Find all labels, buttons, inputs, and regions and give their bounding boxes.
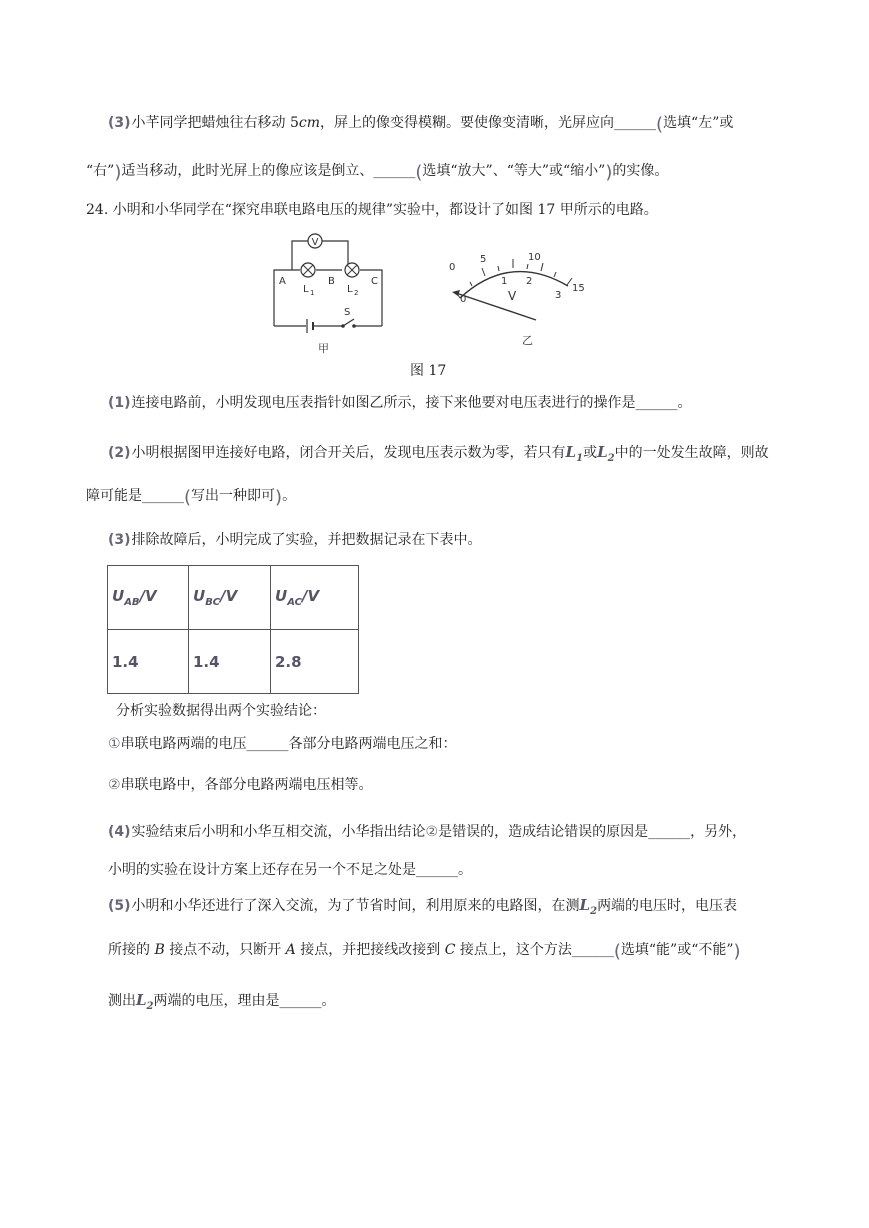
question-number: (1) — [108, 395, 131, 411]
table-header-row — [108, 566, 359, 630]
svg-text:0: 0 — [460, 294, 467, 305]
table-cell: 1.4 — [108, 630, 189, 694]
question-number: (4) — [108, 824, 131, 840]
question-number: (3) — [108, 115, 131, 131]
q24-5-line3: 测出$L_2$两端的电压，理由是______。 — [108, 991, 336, 1012]
conclusion-1: ①串联电路两端的电压______各部分电路两端电压之和： — [108, 736, 457, 752]
svg-text:1: 1 — [310, 289, 315, 297]
svg-text:C: C — [371, 276, 378, 287]
q24-2-line1: (2)小明根据图甲连接好电路，闭合开关后，发现电压表示数为零，若只有$L_1$或$L_2$中的一处发生故障，则故 — [108, 443, 769, 464]
conclusion-2: ②串联电路中，各部分电路两端电压相等。 — [108, 777, 373, 793]
analysis-text: 分析实验数据得出两个实验结论： — [116, 703, 326, 719]
q24-intro: 24. 小明和小华同学在“探究串联电路电压的规律”实验中，都设计了如图 17 甲所示的电路。 — [86, 202, 658, 218]
circled-two-icon: ② — [425, 824, 439, 840]
lamp-icon — [301, 263, 315, 277]
svg-text:2: 2 — [354, 289, 359, 297]
svg-text:V: V — [508, 289, 517, 303]
question-number: (2) — [108, 445, 131, 461]
table-row — [108, 630, 359, 694]
svg-text:甲: 甲 — [318, 342, 329, 354]
svg-text:L: L — [303, 284, 309, 295]
q24-4-line1: (4)实验结束后小明和小华互相交流，小华指出结论②是错误的，造成结论错误的原因是______，另外， — [108, 824, 747, 840]
svg-text:B: B — [328, 276, 335, 287]
question-number: (3) — [108, 532, 131, 548]
svg-text:3: 3 — [555, 290, 562, 301]
q24-5-line1: (5)小明和小华还进行了深入交流，为了节省时间，利用原来的电路图，在测$L_2$两端的电压时，电压表 — [108, 896, 738, 917]
q24-5-line2: 所接的 B 接点不动，只断开 A 接点，并把接线改接到 C 接点上，这个方法______(选填“能”或“不能”) — [108, 941, 741, 962]
svg-text:乙: 乙 — [522, 334, 533, 347]
table-header-cell: $U_{AC}/V$ — [271, 566, 359, 630]
table-cell: 1.4 — [189, 630, 271, 694]
svg-text:S: S — [344, 307, 351, 318]
voltmeter-dial-diagram — [440, 238, 590, 348]
svg-text:L: L — [347, 284, 353, 295]
svg-text:A: A — [279, 276, 286, 287]
lamp-icon — [345, 263, 359, 277]
circled-two-icon: ② — [108, 777, 121, 793]
svg-text:V: V — [311, 237, 319, 248]
q24-3: (3)排除故障后，小明完成了实验，并把数据记录在下表中。 — [108, 532, 482, 548]
q24-2-line2: 障可能是______(写出一种即可)。 — [86, 487, 297, 508]
switch-icon — [341, 319, 356, 328]
battery-icon — [307, 319, 313, 333]
figure-caption: 图 17 — [410, 363, 447, 379]
voltmeter-icon — [308, 234, 322, 248]
meter-needle — [456, 293, 536, 320]
q23-3-line2: “右”)适当移动，此时光屏上的像应该是倒立、______(选填“放大”、“等大”或“缩小”)的实像。 — [86, 162, 669, 183]
svg-text:15: 15 — [572, 283, 585, 294]
q23-3-line1: (3)小芊同学把蜡烛往右移动 5cm，屏上的像变得模糊。要使像变清晰，光屏应向______(选填“左”或 — [108, 114, 734, 135]
svg-text:1: 1 — [501, 276, 508, 287]
svg-text:2: 2 — [526, 276, 533, 287]
svg-text:5: 5 — [480, 254, 487, 265]
question-number: (5) — [108, 898, 131, 914]
svg-text:10: 10 — [528, 252, 541, 263]
table-cell: 2.8 — [271, 630, 359, 694]
q24-4-line2: 小明的实验在设计方案上还存在另一个不足之处是______。 — [108, 862, 472, 878]
q24-1: (1)连接电路前，小明发现电压表指针如图乙所示，接下来他要对电压表进行的操作是______。 — [108, 395, 692, 411]
table-header-cell: $U_{AB}/V$ — [108, 566, 189, 630]
table-header-cell: $U_{BC}/V$ — [189, 566, 271, 630]
svg-text:0: 0 — [449, 262, 456, 273]
circled-one-icon: ① — [108, 736, 121, 752]
circuit-diagram — [262, 226, 400, 354]
needle-arrow-icon — [452, 290, 460, 296]
data-table — [107, 565, 359, 694]
